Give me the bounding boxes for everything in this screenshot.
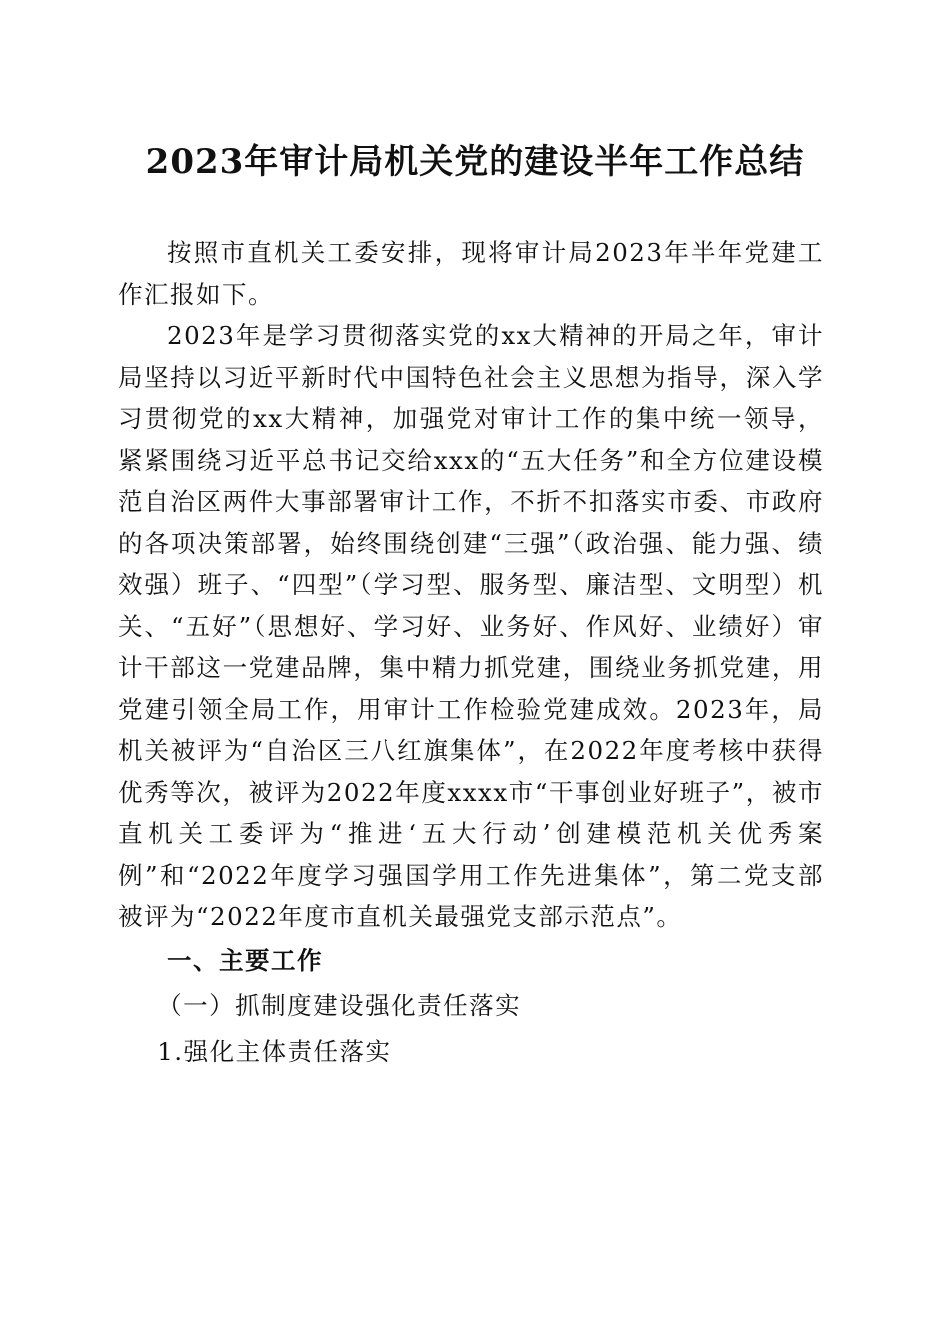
section-heading-main-work: 一、主要工作 (167, 945, 323, 975)
document-title: 2023年审计局机关党的建设半年工作总结 (145, 142, 805, 182)
summary-paragraph: 2023年是学习贯彻落实党的xx大精神的开局之年，审计局坚持以习近平新时代中国特色社会主义思想为指导，深入学习贯彻党的xx大精神，加强党对审计工作的集中统一领导，紧紧围绕习近平总书记交给xxx的“五大任务”和全方位建设模范自治区两件大事部署审计工作，不折不扣落实市委、市政府的各项决策部署，始终围绕创建“三强”（政治强、能力强、绩效强）班子、“四型”（学习型、服务型、廉洁型、文明型）机关、“五好”（思想好、学习好、业务好、作风好、业绩好）审计干部这一党建品牌，集中精力抓党建，围绕业务抓党建，用党建引领全局工作，用审计工作检验党建成效。2023年，局机关被评为“自治区三八红旗集体”，在2022年度考核中获得优秀等次，被评为2022年度xxxx市“干事创业好班子”，被市直机关工委评为“推进‘五大行动’创建模范机关优秀案例”和“2022年度学习强国学用工作先进集体”，第二党支部被评为“2022年度市直机关最强党支部示范点”。 (118, 321, 824, 931)
intro-paragraph: 按照市直机关工委安排，现将审计局2023年半年党建工作汇报如下。 (118, 238, 824, 309)
item-heading-responsibility: 1.强化主体责任落实 (157, 1036, 392, 1066)
subsection-heading-system-building: （一）抓制度建设强化责任落实 (157, 991, 522, 1020)
document-body (118, 232, 824, 1072)
